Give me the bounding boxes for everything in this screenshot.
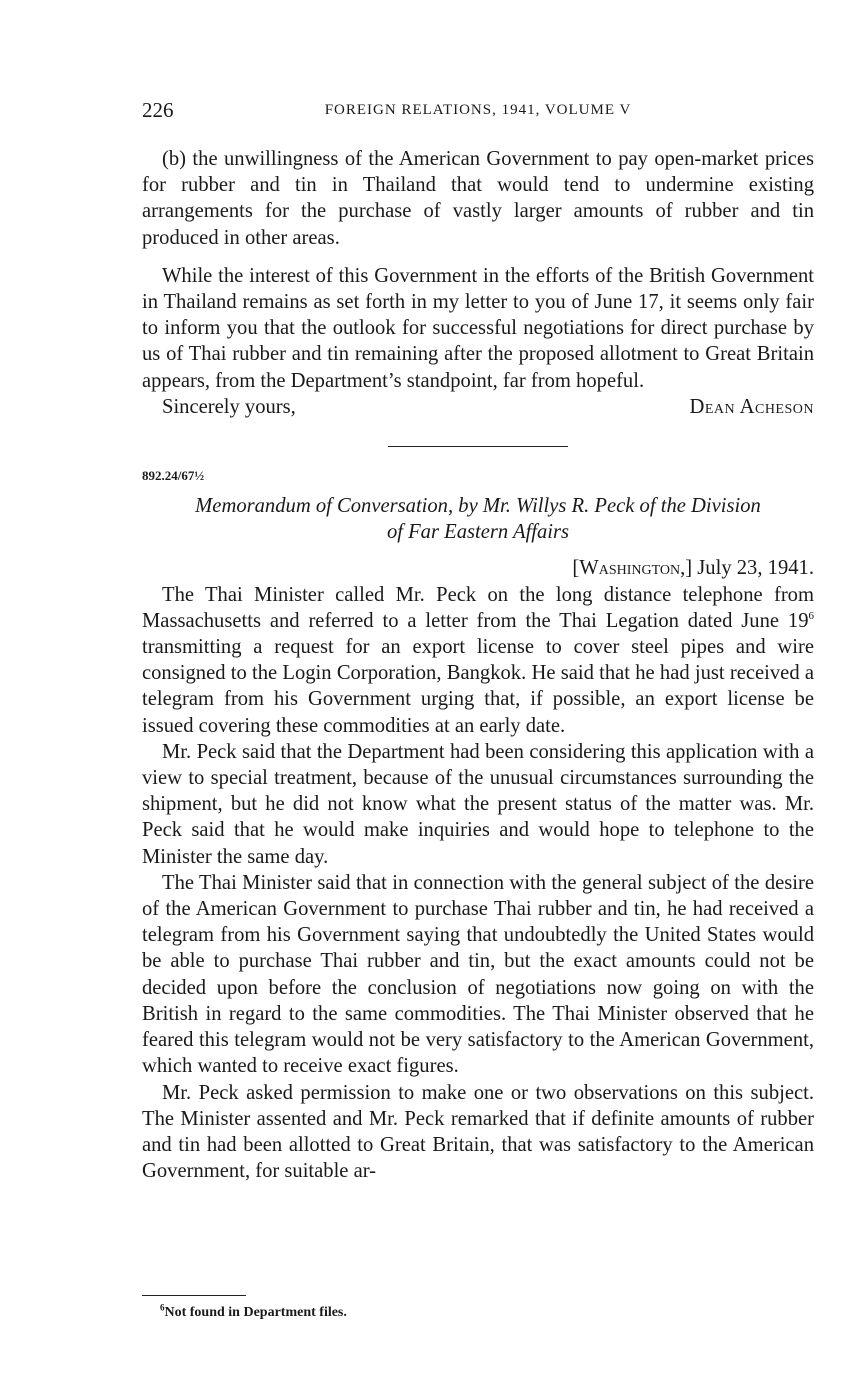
- footnote-reference: 6: [808, 609, 814, 622]
- memo-title-line-1: Memorandum of Conversation, by Mr. Willys R. Peck of the Division: [195, 495, 761, 518]
- memo-paragraph-1-a: The Thai Minister called Mr. Peck on the long distance telephone from Massachusetts and referred to a letter from the Thai Legation dated June 19: [142, 583, 814, 632]
- running-head: FOREIGN RELATIONS, 1941, VOLUME V: [324, 102, 632, 118]
- letter-item-b: (b) the unwillingness of the American Government to pay open-market prices for rubber and tin in Thailand that would tend to undermine existing arrangements for the purchase of vastly larger amounts of rubber and tin produced in other areas.: [142, 148, 814, 249]
- footnote-rule: [142, 1295, 246, 1296]
- closing-salutation: Sincerely yours,: [162, 395, 296, 418]
- memo-paragraph-2: Mr. Peck said that the Department had been considering this application with a view to special treatment, because of the unusual circumstances surrounding the shipment, but he did not know what the present status of the matter was. Mr. Peck said that he would make inquiries and would hope to telephone to the Minister the same day.: [142, 740, 814, 868]
- page-number: 226: [142, 98, 174, 122]
- section-divider: [388, 446, 568, 447]
- footnote: [160, 1302, 347, 1321]
- page-header: [142, 98, 814, 130]
- file-number: 892.24/67½: [142, 468, 205, 484]
- footnote-text: Not found in Department files.: [164, 1305, 347, 1320]
- page-body: [142, 146, 814, 1184]
- footnote-mark: 6: [160, 1302, 165, 1313]
- letter-closing: [142, 394, 814, 420]
- memo-paragraph-3: The Thai Minister said that in connection with the general subject of the desire of the American Government to purchase Thai rubber and tin, he had received a telegram from his Government saying that undoubtedly the United States would be able to purchase Thai rubber and tin, but the exact amounts could not be decided upon before the conclusion of negotiations now going on with the British in regard to the same commodities. The Thai Minister observed that he feared this telegram would not be very satisfactory to the American Government, which wanted to receive exact figures.: [142, 871, 814, 1078]
- dateline: [Washington,] July 23, 1941.: [572, 557, 814, 580]
- memo-paragraph-1-b: transmitting a request for an export license to cover steel pipes and wire consigned to the Login Corporation, Bangkok. He said that he had just received a telegram from his Government urging that, if possible, an export license be issued covering these commodities at an early date.: [142, 636, 814, 737]
- dateline-place: Washington,: [579, 557, 686, 580]
- letter-paragraph: While the interest of this Government in the efforts of the British Government in Thailand remains as set forth in my letter to you of June 17, it seems only fair to inform you that the outlook for successful negotiations for direct purchase by us of Thai rubber and tin remaining after the proposed allotment to Great Britain appears, from the Department’s standpoint, far from hopeful.: [142, 264, 814, 392]
- memo-paragraph-4: Mr. Peck asked permission to make one or two observations on this subject. The Minister assented and Mr. Peck remarked that if definite amounts of rubber and tin had been allotted to Great Britain, that was satisfactory to the American Government, for suitable ar-: [142, 1081, 814, 1183]
- memo-title: [142, 493, 814, 545]
- memo-title-line-2: of Far Eastern Affairs: [386, 521, 570, 544]
- memo-paragraph-1: [142, 582, 814, 739]
- signature: Dean Acheson: [689, 395, 814, 418]
- dateline-date: July 23, 1941.: [697, 557, 814, 580]
